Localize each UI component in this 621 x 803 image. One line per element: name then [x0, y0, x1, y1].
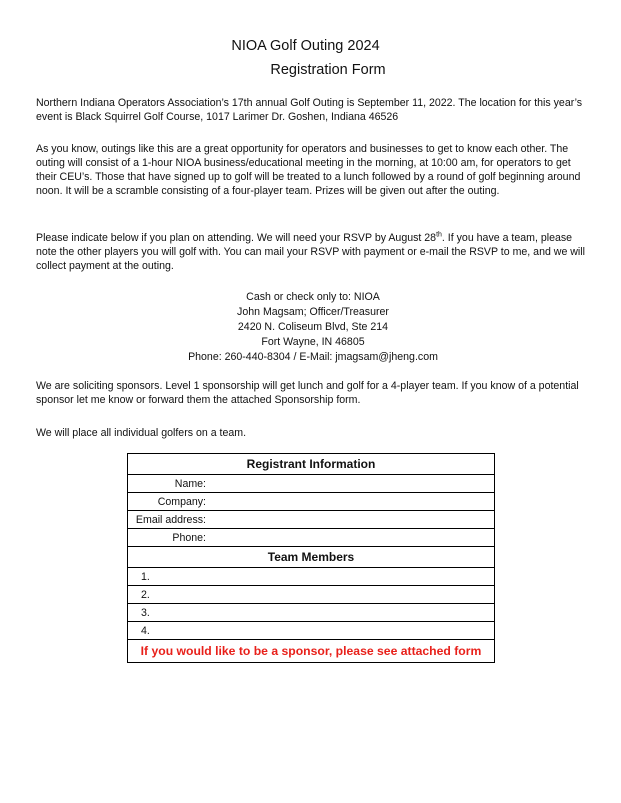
sponsors-paragraph: We are soliciting sponsors. Level 1 sponsorship will get lunch and golf for a 4-player team. If you know of a potential sponsor let me know or forward them the attached Sponsorship form. [36, 380, 579, 406]
team-member-row-3[interactable]: 3. [128, 604, 495, 622]
rsvp-text-end: . If you have a team, please note the other players you will golf with. You can mail your RSVP with payment or e-mail the RSVP to me, and we will collect payment at the outing. [36, 232, 585, 272]
registration-table [127, 453, 495, 663]
about-paragraph: As you know, outings like this are a great opportunity for operators and businesses to get to know each other. The outing will consist of a 1-hour NIOA business/educational meeting in the morning, at 10:00 am, for operators to get their CEU’s. Those that have signed up to golf will be treated to a lunch followed by a round of golf beginning around noon. It will be a scramble consisting of a four-player team. Prizes will be given out after the outing. [36, 143, 581, 197]
rsvp-superscript: th [436, 231, 442, 239]
intro-paragraph: Northern Indiana Operators Association’s 17th annual Golf Outing is September 11, 2022. The location for this year’s event is Black Squirrel Golf Course, 1017 Larimer Dr. Goshen, Indiana 46526 [36, 97, 583, 123]
address-line: Cash or check only to: NIOA [246, 291, 380, 303]
phone-field[interactable] [208, 529, 495, 547]
registrant-header: Registrant Information [128, 454, 495, 475]
name-label: Name: [128, 475, 209, 493]
team-member-row-1[interactable]: 1. [128, 568, 495, 586]
company-field[interactable] [208, 493, 495, 511]
email-label: Email address: [128, 511, 209, 529]
address-line: 2420 N. Coliseum Blvd, Ste 214 [237, 321, 389, 333]
payment-address [0, 290, 621, 365]
individual-paragraph: We will place all individual golfers on a team. [36, 427, 247, 439]
phone-label: Phone: [128, 529, 209, 547]
name-field[interactable] [208, 475, 495, 493]
document-subtitle: Registration Form [270, 62, 386, 78]
email-field[interactable] [208, 511, 495, 529]
team-member-row-2[interactable]: 2. [128, 586, 495, 604]
team-member-row-4[interactable]: 4. [128, 622, 495, 640]
rsvp-text-start: Please indicate below if you plan on attending. We will need your RSVP by August 28 [36, 232, 437, 244]
sponsor-note: If you would like to be a sponsor, please see attached form [128, 640, 495, 663]
address-line: John Magsam; Officer/Treasurer [237, 306, 389, 318]
company-label: Company: [128, 493, 209, 511]
rsvp-paragraph [36, 231, 586, 273]
address-line: Fort Wayne, IN 46805 [261, 336, 365, 348]
team-members-header: Team Members [128, 547, 495, 568]
address-line: Phone: 260-440-8304 / E-Mail: jmagsam@jheng.com [188, 351, 438, 363]
document-title: NIOA Golf Outing 2024 [231, 38, 380, 54]
